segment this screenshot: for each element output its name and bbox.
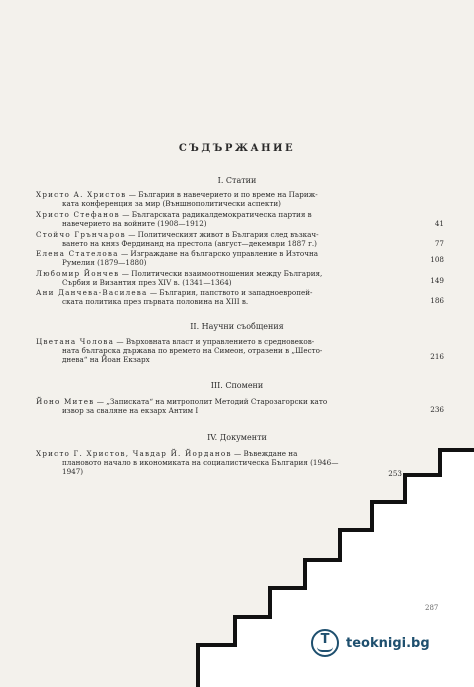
- toc-entry-8-line-1: Йоно Митев — „Записката“ на митрополит Методий Старозагорски като: [36, 397, 328, 406]
- toc-entry-9-line-3: 1947): [62, 467, 84, 476]
- book-t-logo-icon: T: [311, 629, 339, 657]
- toc-entry-author: Йоно Митев: [36, 397, 95, 406]
- toc-entry-author: Христо Стефанов: [36, 210, 120, 219]
- toc-entry-author: Елена Стателова: [36, 249, 119, 258]
- toc-entry-author: Ани Данчева-Василева: [36, 288, 148, 297]
- toc-entry-9-line-1: Христо Г. Христов, Чавдар Й. Йорданов — Въвеждане на: [36, 449, 298, 458]
- section-heading-documents: IV. Документи: [207, 433, 267, 442]
- toc-entry-2-line-2: навечерието на войните (1908—1912): [62, 219, 207, 228]
- toc-entry-author: Христо А. Христов: [36, 190, 127, 199]
- toc-entry-2-page: 41: [434, 219, 444, 228]
- toc-entry-5-page: 149: [430, 276, 444, 285]
- toc-entry-author: Стойчо Грънчаров: [36, 230, 126, 239]
- watermark-text: teoknigi.bg: [346, 635, 430, 651]
- toc-entry-5-line-1: Любомир Йончев — Политически взаимоотношения между България,: [36, 269, 323, 278]
- section-heading-articles: I. Статии: [217, 176, 257, 185]
- toc-entry-4-line-1: Елена Стателова — Изграждане на българско управление в Източна: [36, 249, 319, 258]
- toc-entry-author: Цветана Чолова: [36, 337, 115, 346]
- toc-entry-author: Христо Г. Христов, Чавдар Й. Йорданов: [36, 449, 232, 458]
- toc-entry-1-line-2: ката конференция за мир (Външнополитически аспекти): [62, 199, 281, 208]
- toc-entry-6-line-1: Ани Данчева-Василева — България, папството и западноевропей-: [36, 288, 313, 297]
- section-heading-scientific-notes: II. Научни съобщения: [190, 322, 284, 331]
- toc-entry-4-page: 108: [430, 255, 444, 264]
- toc-entry-3-page: 77: [434, 239, 444, 248]
- toc-entry-6-line-2: ската политика през първата половина на XIII в.: [62, 297, 249, 306]
- watermark-logo[interactable]: [303, 623, 449, 663]
- toc-entry-7-line-2: ната българска държава по времето на Симеон, отразени в „Шесто-: [62, 346, 323, 355]
- toc-entry-7-page: 216: [430, 352, 444, 361]
- toc-entry-8-page: 236: [430, 405, 444, 414]
- toc-entry-9-page: 253: [388, 469, 402, 478]
- toc-entry-3-line-2: ването на княз Фердинанд на престола (август—декември 1887 г.): [62, 239, 317, 248]
- footer-page-number: 287: [425, 604, 439, 612]
- toc-entry-2-line-1: Христо Стефанов — Българската радикалдемократическа партия в: [36, 210, 312, 219]
- toc-entry-9-line-2: плановото начало в икономиката на социалистическа България (1946—: [62, 458, 339, 467]
- toc-entry-5-line-2: Сърбия и Византия през XIV в. (1341—1364): [62, 278, 232, 287]
- toc-entry-author: Любомир Йончев: [36, 269, 120, 278]
- toc-entry-6-page: 186: [430, 296, 444, 305]
- toc-entry-7-line-3: днева“ на Йоан Екзарх: [62, 355, 150, 364]
- toc-entry-1-line-1: Христо А. Христов — България в навечерието и по време на Париж-: [36, 190, 318, 199]
- toc-entry-8-line-2: извор за сваляне на екзарх Антим I: [62, 406, 199, 415]
- toc-entry-7-line-1: Цветана Чолова — Върховната власт и управлението в средновеков-: [36, 337, 315, 346]
- toc-entry-4-line-2: Румелия (1879—1880): [62, 258, 147, 267]
- section-heading-memoirs: III. Спомени: [210, 381, 264, 390]
- toc-entry-3-line-1: Стойчо Грънчаров — Политическият живот в България след възкач-: [36, 230, 319, 239]
- toc-title: СЪДЪРЖАНИЕ: [178, 143, 296, 154]
